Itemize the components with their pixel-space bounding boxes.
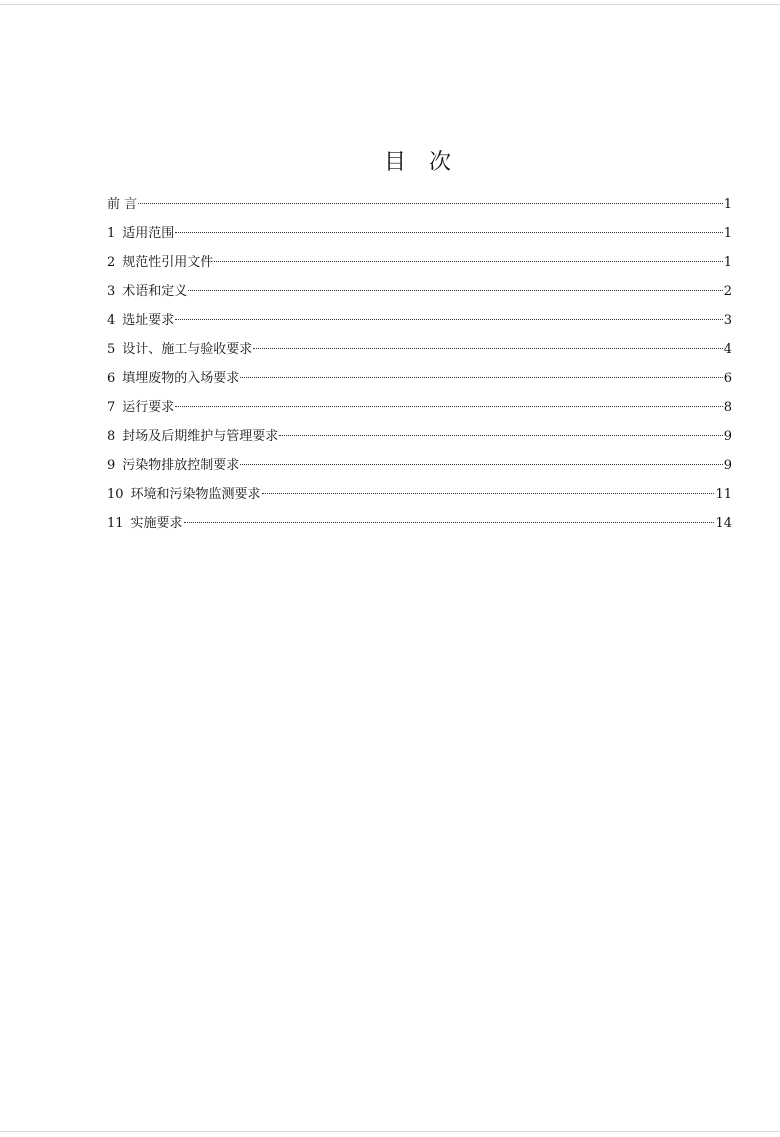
toc-entry-waste-acceptance[interactable] (107, 364, 732, 393)
toc-leader-dots (175, 232, 722, 233)
toc-entry-page: 2 (723, 284, 732, 299)
toc-entry-page: 1 (723, 197, 732, 212)
toc-entry-page: 8 (723, 400, 732, 415)
toc-entry-number: 11 (107, 516, 124, 531)
toc-entry-page: 9 (723, 458, 732, 473)
toc-entry-implementation[interactable] (107, 509, 732, 538)
toc-entry-page: 14 (715, 516, 732, 531)
toc-entry-label: 设计、施工与验收要求 (122, 342, 253, 357)
toc-entry-label: 封场及后期维护与管理要求 (122, 429, 279, 444)
toc-entry-number: 1 (107, 226, 116, 241)
page-bottom-edge (0, 1131, 780, 1132)
toc-entry-label: 选址要求 (122, 313, 175, 328)
toc-entry-label: 环境和污染物监测要求 (130, 487, 261, 502)
toc-entry-closure-maintenance[interactable] (107, 422, 732, 451)
toc-entry-number: 7 (107, 400, 116, 415)
toc-leader-dots (184, 522, 715, 523)
toc-entry-number: 3 (107, 284, 116, 299)
toc-entry-design-construction[interactable] (107, 335, 732, 364)
toc-entry-page: 11 (715, 487, 732, 502)
toc-entry-operation[interactable] (107, 393, 732, 422)
toc-entry-page: 3 (723, 313, 732, 328)
toc-entry-number: 2 (107, 255, 116, 270)
toc-leader-dots (279, 435, 722, 436)
toc-leader-dots (188, 290, 722, 291)
toc-leader-dots (253, 348, 722, 349)
toc-entry-label: 运行要求 (122, 400, 175, 415)
toc-entry-page: 4 (723, 342, 732, 357)
toc-entry-page: 1 (723, 226, 732, 241)
toc-leader-dots (262, 493, 715, 494)
toc-entry-number: 6 (107, 371, 116, 386)
toc-entry-monitoring[interactable] (107, 480, 732, 509)
toc-leader-dots (138, 203, 723, 204)
toc-entry-number: 8 (107, 429, 116, 444)
toc-leader-dots (240, 377, 722, 378)
toc-entry-label: 适用范围 (122, 226, 175, 241)
toc-entry-scope[interactable] (107, 219, 732, 248)
toc-entry-normative-references[interactable] (107, 248, 732, 277)
toc-entry-emission-control[interactable] (107, 451, 732, 480)
toc-entry-label: 实施要求 (130, 516, 183, 531)
toc-entry-page: 1 (723, 255, 732, 270)
toc-entry-page: 6 (723, 371, 732, 386)
toc-entry-label: 填埋废物的入场要求 (122, 371, 240, 386)
toc-entry-label: 规范性引用文件 (122, 255, 214, 270)
table-of-contents (107, 190, 732, 538)
toc-leader-dots (240, 464, 722, 465)
toc-title: 目 次 (384, 150, 459, 175)
page-top-edge (0, 4, 780, 5)
toc-entry-number: 5 (107, 342, 116, 357)
toc-leader-dots (214, 261, 722, 262)
toc-entry-number: 4 (107, 313, 116, 328)
toc-entry-page: 9 (723, 429, 732, 444)
toc-leader-dots (175, 319, 722, 320)
toc-entry-number: 10 (107, 487, 124, 502)
toc-entry-label: 污染物排放控制要求 (122, 458, 240, 473)
toc-entry-site-selection[interactable] (107, 306, 732, 335)
toc-entry-number: 9 (107, 458, 116, 473)
toc-entry-foreword[interactable] (107, 190, 732, 219)
toc-entry-terms-definitions[interactable] (107, 277, 732, 306)
toc-entry-label: 术语和定义 (122, 284, 188, 299)
toc-entry-label: 前 言 (107, 197, 138, 212)
toc-leader-dots (175, 406, 722, 407)
